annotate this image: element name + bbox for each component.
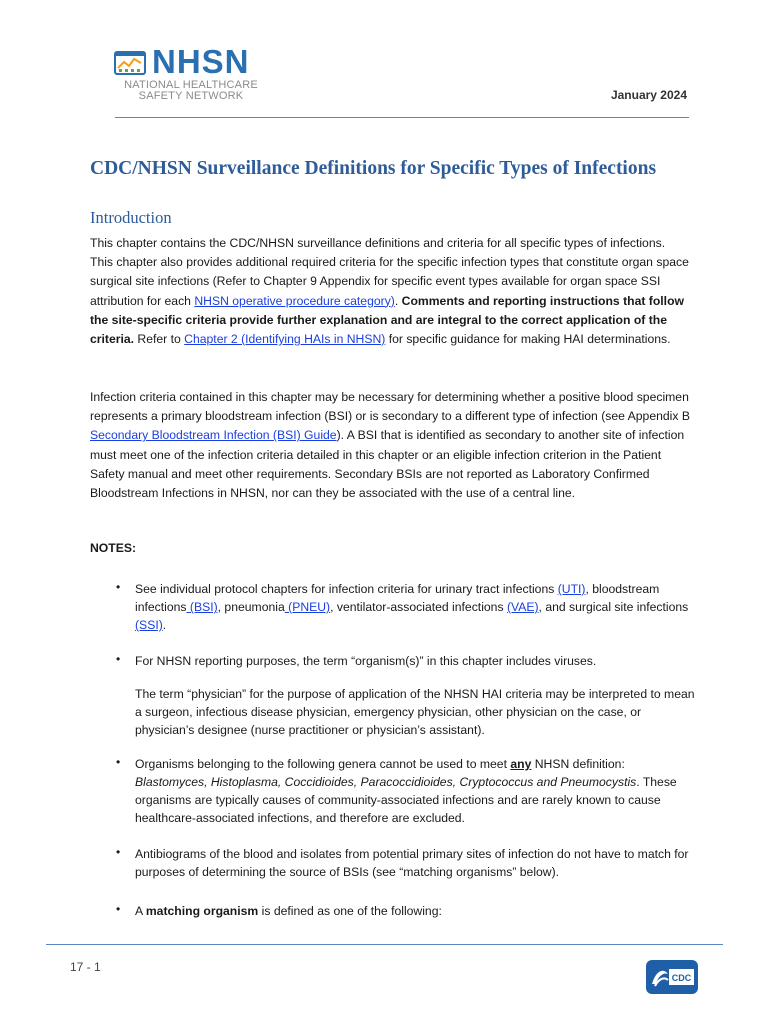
text-run: , pneumonia xyxy=(217,600,285,614)
cdc-logo-icon xyxy=(646,960,698,994)
document-title: CDC/NHSN Surveillance Definitions for Specific Types of Infections xyxy=(90,158,657,179)
intro-paragraph-1 xyxy=(90,234,690,349)
link-bsi[interactable]: (BSI) xyxy=(186,600,218,614)
text-run: ). A BSI that is identified as secondary to another site of infection must meet one of the infection criteria detailed in this chapter or an eligible infection criterion in the Patient Safety manual and meet other requirements. Secondary BSIs are not reported as Laboratory Confirmed Bloodstream Infections in NHSN, nor can they be associated with the use of a central line. xyxy=(90,428,685,501)
text-run: This chapter contains the CDC/NHSN surveillance definitions and criteria for all specific types of infections. This chapter also provides additional required criteria for the specific infection types that constitute organ space surgical site infections (Refer to Chapter 9 Appendix for specific event types available for organ space SSI attribution for each xyxy=(90,236,689,308)
text-run: is defined as one of the following: xyxy=(258,904,442,918)
emphasis-any: any xyxy=(510,757,532,771)
cdc-logo-text: CDC xyxy=(671,973,692,983)
text-run: . These organisms are typically causes of community-associated infections and are rarely known to cause healthcare-associated infections, and therefore are excluded. xyxy=(135,775,677,825)
note-item-protocol-chapters xyxy=(135,580,700,634)
bullet-marker: • xyxy=(116,845,121,859)
bullet-marker: • xyxy=(116,580,121,594)
text-run: for specific guidance for making HAI determinations. xyxy=(385,332,671,347)
text-run: Infection criteria contained in this chapter may be necessary for determining whether a positive blood specimen represents a primary bloodstream infection (BSI) or is secondary to a different type of infection (see Appendix B xyxy=(90,390,690,424)
text-run: . xyxy=(394,293,402,308)
text-run: NHSN definition: xyxy=(531,757,625,771)
bold-term: matching organism xyxy=(145,904,259,918)
link-uti[interactable]: (UTI) xyxy=(557,582,586,596)
document-date: January 2024 xyxy=(610,88,687,102)
header-divider xyxy=(115,117,689,118)
logo-subtitle-line1: NATIONAL HEALTHCARE xyxy=(124,79,258,91)
genera-list: Blastomyces, Histoplasma, Coccidioides, Paracoccidioides, Cryptococcus and Pneumocystis xyxy=(135,775,637,789)
footer-divider xyxy=(46,944,723,945)
bullet-marker: • xyxy=(116,902,121,916)
logo-subtitle-line2: SAFETY NETWORK xyxy=(138,90,244,102)
bold-emphasis: Comments and reporting instructions that follow the site-specific criteria provide further explanation and are integral to the correct application of the criteria. xyxy=(90,293,684,347)
intro-paragraph-2 xyxy=(90,388,690,503)
note-item-organisms: For NHSN reporting purposes, the term “organism(s)” in this chapter includes viruses. xyxy=(135,654,597,668)
text-run: Organisms belonging to the following genera cannot be used to meet xyxy=(135,757,511,771)
page-number: 17 - 1 xyxy=(70,960,101,974)
link-ssi[interactable]: (SSI) xyxy=(135,618,163,632)
text-run: Refer to xyxy=(134,332,185,347)
note-item-matching-organism xyxy=(135,902,700,920)
bullet-marker: • xyxy=(116,755,121,769)
text-run: A xyxy=(135,904,146,918)
text-run: . xyxy=(162,618,167,632)
notes-heading: NOTES: xyxy=(90,541,137,555)
link-chapter-2[interactable]: Chapter 2 (Identifying HAIs in NHSN) xyxy=(184,332,386,347)
link-secondary-bsi-guide[interactable]: Secondary Bloodstream Infection (BSI) Guide xyxy=(90,428,337,443)
note-item-antibiograms: Antibiograms of the blood and isolates from potential primary sites of infection do not have to match for purposes of determining the source of BSIs (see “matching organisms” below). xyxy=(135,847,689,879)
text-run: , bloodstream infections xyxy=(135,582,660,614)
logo-wordmark: NHSN xyxy=(152,43,250,80)
link-operative-procedure-category[interactable]: NHSN operative procedure category) xyxy=(194,293,395,308)
nhsn-chart-icon xyxy=(114,50,148,78)
bullet-marker: • xyxy=(116,652,121,666)
logo-subtitle xyxy=(118,80,264,102)
link-vae[interactable]: (VAE) xyxy=(506,600,539,614)
note-item-excluded-genera xyxy=(135,755,700,827)
link-pneu[interactable]: (PNEU) xyxy=(284,600,331,614)
text-run: See individual protocol chapters for infection criteria for urinary tract infections xyxy=(135,582,558,596)
note-item-physician: The term “physician” for the purpose of application of the NHSN HAI criteria may be interpreted to mean a surgeon, infectious disease physician, emergency physician, other physician on the case, or physician’s designee (nurse practitioner or physician’s assistant). xyxy=(135,687,695,737)
text-run: , ventilator-associated infections xyxy=(330,600,507,614)
section-heading-introduction: Introduction xyxy=(90,208,172,227)
text-run: , and surgical site infections xyxy=(538,600,689,614)
nhsn-logo xyxy=(114,43,264,104)
